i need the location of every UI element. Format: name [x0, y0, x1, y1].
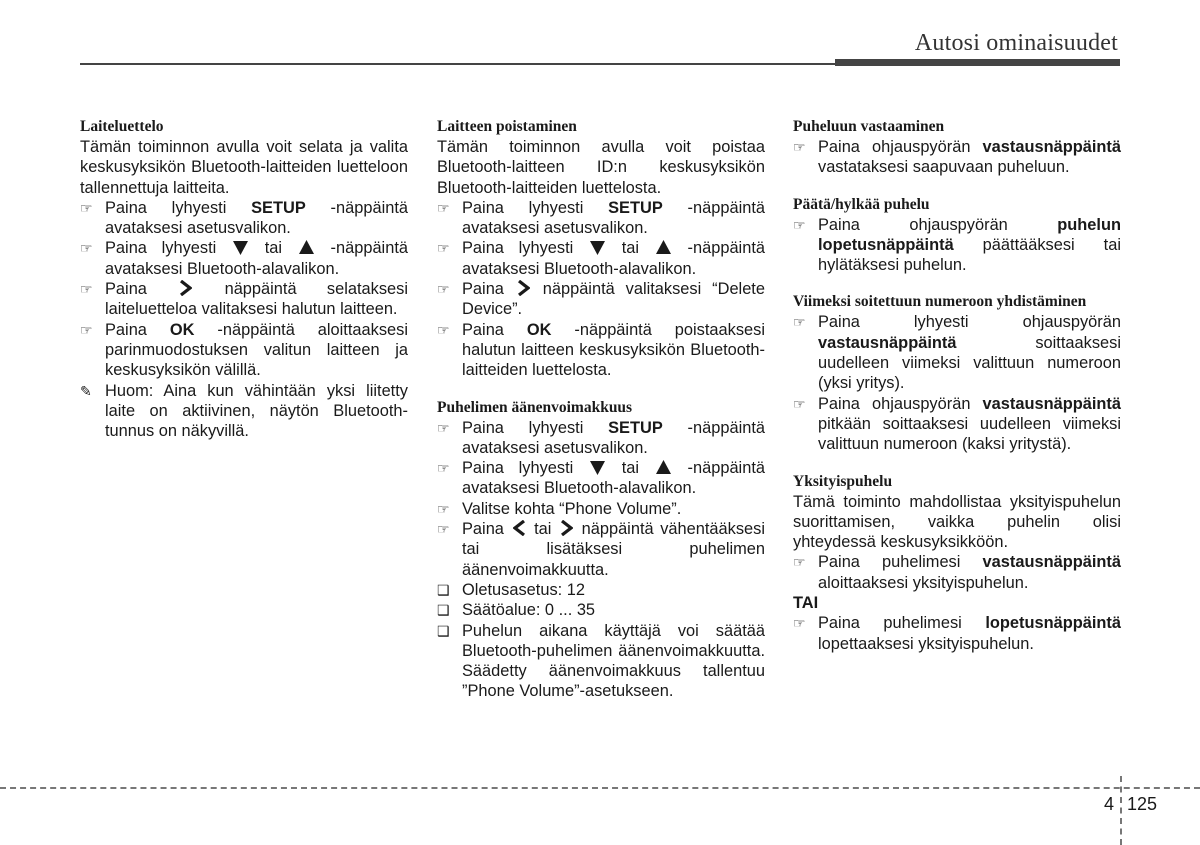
section-intro: Tämän toiminnon avulla voit poistaa Bluetooth-laitteen ID:n keskusyksikön Bluetooth-laitteiden luettelosta. [437, 138, 765, 197]
step-item: ☞ Paina lyhyesti SETUP -näppäintä avataksesi asetusvalikon. [437, 198, 765, 238]
step-item: ☞ Paina näppäintä selataksesi laiteluetteloa valitaksesi halutun laitteen. [80, 280, 408, 319]
pointing-hand-icon: ☞ [793, 554, 806, 571]
header-rule-thick [835, 59, 1120, 66]
pointing-hand-icon: ☞ [80, 199, 93, 216]
checkbox-icon: ❑ [437, 581, 450, 598]
section-heading: Puheluun vastaaminen [793, 118, 945, 135]
step-item: ☞ Paina lyhyesti ohjauspyörän vastausnäppäintä soittaaksesi uudelleen viimeksi valittuun numeroon (yksi yritys). [793, 313, 1121, 393]
column-1 [80, 117, 408, 441]
pointing-hand-icon: ☞ [80, 281, 93, 298]
section-heading: Laitteen poistaminen [437, 118, 577, 135]
step-item: ☞ Paina lyhyesti tai -näppäintä avataksesi Bluetooth-alavalikon. [437, 459, 765, 498]
checkbox-icon: ❑ [437, 602, 450, 619]
page-number: 125 [1127, 794, 1158, 814]
step-item: ☞ Paina lyhyesti SETUP -näppäintä avataksesi asetusvalikon. [80, 198, 408, 238]
triangle-up-icon [656, 240, 671, 255]
checkbox-item: ❑ Säätöalue: 0 ... 35 [437, 601, 596, 620]
footer-dashed-divider [1120, 776, 1122, 845]
pointing-hand-icon: ☞ [80, 240, 93, 257]
section-intro: Tämän toiminnon avulla voit selata ja valita keskusyksikön Bluetooth-laitteiden luetteloon tallennettuja laitteita. [80, 138, 408, 197]
step-item: ☞ Paina OK -näppäintä poistaaksesi halutun laitteen keskusyksikön Bluetooth-laitteiden luettelosta. [437, 320, 765, 380]
pointing-hand-icon: ☞ [793, 395, 806, 412]
section-heading: Laiteluettelo [80, 118, 164, 135]
pointing-hand-icon: ☞ [437, 240, 450, 257]
pointing-hand-icon: ☞ [437, 281, 450, 298]
step-item: ☞ Paina ohjauspyörän vastausnäppäintä pitkään soittaaksesi uudelleen viimeksi valittuun numeroon (kaksi yritystä). [793, 394, 1121, 454]
step-item: ☞ Paina puhelimesi vastausnäppäintä aloittaaksesi yksityispuhelun. [793, 553, 1121, 592]
triangle-down-icon [233, 240, 248, 255]
checkbox-icon: ❑ [437, 622, 450, 639]
step-item: ☞ Paina tai näppäintä vähentääksesi tai lisätäksesi puhelimen äänenvoimakkuutta. [437, 520, 765, 579]
pointing-hand-icon: ☞ [793, 314, 806, 331]
step-item: ☞ Paina lyhyesti SETUP -näppäintä avataksesi asetusvalikon. [437, 418, 765, 457]
triangle-up-icon [299, 240, 314, 255]
pointing-hand-icon: ☞ [437, 521, 450, 538]
section-heading: Viimeksi soitettuun numeroon yhdistäminen [793, 293, 1087, 311]
step-item: ☞ Paina lyhyesti tai -näppäintä avataksesi Bluetooth-alavalikon. [437, 239, 765, 278]
or-label: TAI [793, 594, 819, 613]
chapter-number: 4 [1104, 794, 1115, 814]
chevron-right-icon [517, 280, 530, 296]
step-item: ☞ Paina puhelimesi lopetusnäppäintä lopettaaksesi yksityispuhelun. [793, 614, 1121, 653]
step-item: ☞ Paina OK -näppäintä aloittaaksesi parinmuodostuksen valitun laitteen ja keskusyksikön välillä. [80, 320, 408, 380]
page-header-title: Autosi ominaisuudet [914, 30, 1118, 56]
header-rule-thin [80, 63, 835, 65]
section-heading: Päätä/hylkää puhelu [793, 195, 930, 213]
checkbox-item: ❑ Oletusasetus: 12 [437, 580, 586, 599]
section-heading: Yksityispuhelu [793, 472, 893, 490]
chevron-left-icon [513, 520, 526, 536]
column-2 [437, 117, 765, 702]
footer-dashed-rule [0, 787, 1200, 789]
step-item: ☞ Paina näppäintä valitaksesi “Delete Device”. [437, 280, 765, 319]
pointing-hand-icon: ☞ [437, 419, 450, 436]
pointing-hand-icon: ☞ [793, 615, 806, 632]
step-item: ☞ Valitse kohta “Phone Volume”. [437, 499, 682, 518]
step-item: ☞ Paina lyhyesti tai -näppäintä avataksesi Bluetooth-alavalikon. [80, 239, 408, 278]
note-item: ✎ Huom: Aina kun vähintään yksi liitetty laite on aktiivinen, näytön Bluetooth-tunnus on näkyvillä. [80, 381, 408, 441]
section-intro: Tämä toiminto mahdollistaa yksityispuhelun suorittamisen, vaikka puhelin olisi yhteydessä keskusyksikköön. [793, 492, 1121, 552]
pointing-hand-icon: ☞ [437, 500, 450, 517]
section-heading: Puhelimen äänenvoimakkuus [437, 398, 633, 416]
triangle-down-icon [590, 240, 605, 255]
triangle-down-icon [590, 460, 605, 475]
column-3 [793, 117, 1121, 654]
step-item: ☞ Paina ohjauspyörän puhelun lopetusnäppäintä päättääksesi tai hylätäksesi puhelun. [793, 215, 1121, 275]
triangle-up-icon [656, 460, 671, 475]
chevron-right-icon [560, 520, 573, 536]
pencil-note-icon: ✎ [80, 382, 92, 399]
pointing-hand-icon: ☞ [793, 139, 806, 155]
pointing-hand-icon: ☞ [437, 460, 450, 477]
chevron-right-icon [179, 280, 192, 296]
pointing-hand-icon: ☞ [437, 199, 450, 216]
checkbox-item: ❑ Puhelun aikana käyttäjä voi säätää Bluetooth-puhelimen äänenvoimakkuutta. Säädetty äänenvoimakkuus tallentuu ”Phone Volume”-asetukseen. [437, 621, 765, 701]
pointing-hand-icon: ☞ [793, 216, 806, 233]
pointing-hand-icon: ☞ [437, 321, 450, 338]
pointing-hand-icon: ☞ [80, 321, 93, 338]
step-item: ☞ Paina ohjauspyörän vastausnäppäintä vastataksesi saapuvaan puheluun. [793, 138, 1121, 177]
